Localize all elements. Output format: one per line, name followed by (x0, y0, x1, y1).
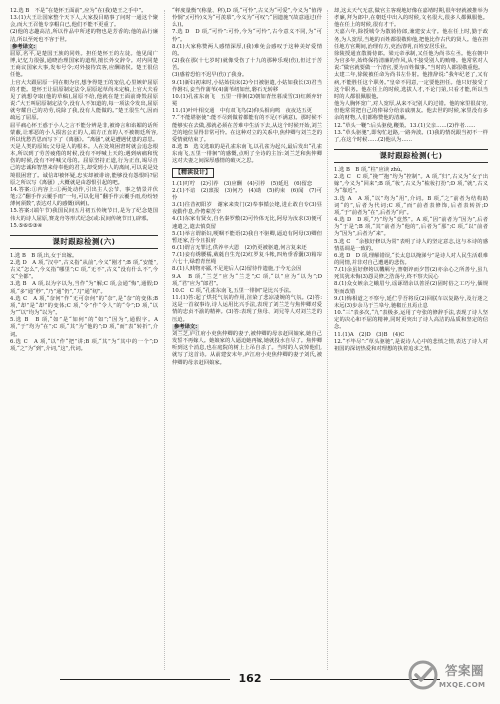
answer-item: 15.⑤⑥⑤③④ (10, 222, 43, 229)
watermark (405, 657, 497, 701)
paragraph: 7.选 D D 项,“可怜”:可怜,今为“可怜”,古今意义不同,为“可怜”。 (172, 29, 322, 43)
paragraph: 8.选 B 选文选取的是孔雀东南飞,以孔雀为起兴,最后发出“孔雀东南飞,五里一徘徊”的感慨,点明了全诗的主旨:刘兰芝和焦仲卿这对夫妻之间深厚感情的破灭之思。 (172, 143, 322, 165)
reference-translation-heading: 参考译文: (12, 43, 36, 50)
column-divider (327, 10, 328, 670)
paragraph: 8.(1)大家称赞两人感情深厚,(我)难免会感叹于这种美好爱情的。 (172, 43, 322, 57)
paragraph: (2)他的志趣高洁,所以作品中所述的物也是芳香的;他的品行廉洁,所以至死也不容于世。 (10, 29, 158, 43)
answer-item: 11.(1)答:起了烘托气氛的作用,渲染了悲凉凄婉的气氛。(2)答:这是一首叙事诗,诗人运用比兴手法,表现了刘兰芝与焦仲卿对爱情的忠贞不渝的精神。(3)答:表现了焦母、刘兄等人对刘兰芝的压迫。 (172, 295, 322, 323)
paragraph: 13.“草头驱驰”,即匆忙赶路,一路奔波。(1)我的情况跟当初不一样了,在这个时候……(2)他认为…… (334, 129, 488, 143)
translation-paragraph: 屈平痛心怀王惑于小人之言不能分辨是非,被谗言和谄媚的话所蒙蔽,让邪恶的小人损害公正的人,端方正直的人不被朝廷所容,所以忧愁苦思而写下了《离骚》。“离骚”,就是遭遇忧患的意思。天是人类的原始;父母是人的根本。人在处境困窘时就会追念根本,所以到了劳苦疲倦的时候,没有不呼喊上天的;遇到病痛和忧伤的时候,没有不呼喊父母的。屈原坚持正道,行为正直,竭尽自己的忠诚和智慧来侍奉他的君主,却受到小人的离间,可以说是处境很困窘了。诚信却被怀疑,忠实却被诽谤,能够没有怨恨吗?屈原之所以写《离骚》,大概就是由怨恨引起的吧。 (10, 122, 158, 186)
answer-item: 12.“不毕尽”:“草头驱驰”,是说诗人心中的悲愤之情,表达了诗人对祖国的深切热爱和对理想的执着追求之情。 (334, 338, 488, 352)
answer-item: 6.选 D D 项,理解错误,“长太息以掩涕兮”是诗人对人民生活艰难的同情,并非对自己遭遇的悲伤。 (334, 252, 488, 266)
answer-item: 11.(1)A (2)D (3)B (4)C (334, 331, 405, 338)
paragraph: 徐陵授通直散骑侍郎。梁元帝承制,又任他为尚书左丞。他在朝中为官多年,始终保持清廉的作风,从不接受别人的贿赂。他常常对人说:“做官就要做一个清官,要为百姓做事。”当时的人都很敬重他。 (334, 50, 488, 72)
answer-item: 9.(1)悔相道之不察兮,延伫乎吾将反(2)回朕车以复路兮,及行迷之未远(3)步余马于兰皋兮,驰椒丘且焉止息 (334, 295, 488, 309)
answer-item: 1.(1)叮咛 (2)引荐 (3)应酬 (4)引荐 (5)延迟 (6)留恋 (172, 180, 313, 187)
paragraph: 9.(1)新妇初来时,小姑始扶床(2)今日被驱遣,小姑如我长(3)君当作磐石,妾当作蒲苇(4)蒲苇纫如丝,磐石无转移 (172, 79, 322, 93)
paragraph: 7.“不能堪驱使”:能不尽到做着都能有的不足(不满意)。那时候不能够实在去做,那就必须在苦难中生活下去,从这个时候开始,刘兰芝的地位显得非常可怜。在这种对立的关系中,焦仲卿与刘兰芝的爱情就结束了。 (172, 115, 322, 143)
answer-item: 2.选 D A 项,“汉中”,古义指“从前”,今义“刚才”;B 项,“安能”,古义“怎么”,今义指“哪里”;C 项,“无不”,古义“没有什么不”,今义“全都”。 (10, 260, 158, 281)
answer-item: 10.“三”表多次,“九”表极多,运用了夸张的修辞手法,表现了诗人坚定的决心和不屈的精神,同时更突出了诗人高洁的品质和坚定的信念。 (334, 310, 488, 331)
section-title: 课时跟踪检测(七) (334, 149, 488, 163)
paragraph: (2)我在那(十七岁时)就像受伤了十九的那种乐观(伤),但过于苦苦。 (172, 58, 322, 72)
reference-translation-heading: 参考译文: (174, 323, 198, 330)
answer-item: 14.答案:①内容上:①两处动作,引出主人公节、事之情景并伏笔;②“翻手作云覆手雨”一句,可以化用“翻手作云覆手雨,纷纷轻薄何须数”,表达对人的感慨(讽刺)。 (10, 186, 158, 208)
translation-paragraph: 刘兰芝,庐江府小吏焦仲卿的妻子,被仲卿的母亲赶回娘家,她自己发誓不再嫁人。她娘家的人逼迫她再嫁,她就投水自尽了。焦仲卿听到这个消息,也在庭院的树上上吊自杀了。当时的人哀悼他们,就写了这首诗。从前建安末年,庐江府小吏焦仲卿的妻子刘氏,被仲卿的母亲赶回娘家。 (172, 330, 322, 366)
answer-item: 2.选 C C 项,“挽”“抱”均为“控制”。A 项,“归”,古义为“女子出嫁”,今义为“回来”;B 项,“妆”,古义为“梳妆打扮”;D 项,“就”,古义为“靠近”。 (334, 174, 488, 195)
left-column (10, 8, 158, 668)
page-number: 162 (238, 672, 262, 685)
answer-item: 3.选 A A 项,“以”均为“用”,介词。B 项,“之”前者为结构助词“的”,后者为代词;C 项,“而”前者表修饰,后者表转折;D 项,“于”前者为“在”,后者为“向”。 (334, 195, 490, 216)
paragraph: “秤度量衡”(称量、秤),D 项,“可怜”,古义为“可爱”,今义为“值得怜悯”;(可怜)义为“可羡慕”,今义为“可叹”;“因遗施”(故意通过(什么))。 (172, 8, 322, 29)
answer-item: 6.(1)谓言无罪过,供养卒大恩 (2)仍更被驱遣,何言复来还 (172, 245, 307, 251)
answer-item: 4.(1)东家有贤女,自名秦罗敷(2)可怜体无比,阿母为汝求(3)便可速遣之,遣去慎莫留 (172, 216, 322, 230)
answer-item: 3.(1)往昔初阳岁 谢家来贵门(2)奉事循公姥,进止敢自专(3)昼夜勤作息,伶俜萦苦辛 (172, 202, 322, 216)
section-title: 课时跟踪检测(六) (10, 235, 158, 249)
answer-item: 7.(1)余虽好修姱以鞿羁兮,謇朝谇而夕替(2)亦余心之所善兮,虽九死其犹未悔(3)怨灵修之浩荡兮,终不察夫民心 (334, 267, 488, 281)
paragraph: 太建二年,徐陵被任命为尚书左仆射。他推辞说:“我年纪老了,又有病,不能胜任这个职务。”皇帝不同意,一定要他担任。他只好接受了这个职务。他在任上的时候,选拔人才,不论门第,只看才能,所以当时的人都很佩服他。 (334, 72, 488, 100)
translation-paragraph: 屈原,名平,是楚国王族的同姓。担任楚怀王的左徒。他见闻广博,记忆力很强,通晓治理国家的道理,擅长外交辞令。对内同楚王商议国家大事,发布号令;对外接待宾客,应酬诸侯。楚王很信任他。 (10, 50, 158, 79)
paragraph: 天嘉六年,除授城令为散骑侍郎,兼建安太守。他在任上时,勤于政务,为人宽厚,当地的百姓都很敬仰他,把他比作古代的贤人。他在担任地方官期间,治理有方,吏治清明,百姓安居乐业。 (334, 29, 488, 50)
paragraph: 他为人胸怀宽广,对人宽厚,从来不记别人的过错。他的家里很贫穷,但他常常把自己的俸禄分给亲戚朋友。他去世的时候,家里没有多余的财物,人们都称赞他的清廉。 (334, 101, 488, 122)
watermark-url: MXQE.COM (439, 681, 486, 689)
answer-item: 7.(1)妾有绣腰襦,葳蕤自生光(2)红罗复斗帐,四角垂香囊(3)箱帘六七十,绿碧青丝绳 (172, 252, 322, 266)
design-heading: 【精读设计】 (172, 168, 214, 177)
paragraph: 12.“草头一鞭”:后头驱使,鞭策。13.(1)父亲……(2)作者…… (334, 122, 476, 129)
answer-item: 6.选 C A 项,“以”作“把”讲;B 项,“其”为“其中的一个”;D 项,“之”为“到”,介词,“这”,代词。 (10, 338, 160, 352)
middle-column (172, 8, 322, 668)
answer-item: 5.(1)举言谓新妇,哽咽不能语(2)我自不驱卿,逼迫有阿母(3)卿但暂还家,吾今且报府 (172, 230, 322, 244)
answer-item: 3.选 B A 项,以为字以为,当作“为”解;C 项,会通“悔”,通假;D 项,“多”通“秒”,“乃”通“仍”,“刀”通“纫”。 (10, 281, 160, 295)
column-divider (164, 10, 165, 670)
answer-item: 15.答案:(端午节)我国民间五月初五传统节日,是为了纪念楚国伟大的诗人屈原,赛龙舟等形式纪念(或:民间传统节日),辟邪。 (10, 208, 158, 222)
answer-item: 1.选 B B 项,“柱”应读 zhù。 (334, 166, 406, 173)
answer-item: 8.(1)众女嫉余之蛾眉兮,谣诼谓余以善淫(2)固时俗之工巧兮,偭规矩而改错 (334, 281, 488, 295)
paragraph: 13.(1)大王让国家整个天下人,大家投目睹事了问时一通这个聚会,而大王召他专享帽白已,他们不能不更重了。 (10, 15, 158, 29)
answer-item: 5.选 C “余独好修以为常”表明了诗人的坚定意志,这与本诗的感情基调是一致的。 (334, 238, 488, 252)
paragraph: 10.(1)孔雀东南飞 五里一徘徊(2)朝如青丝暮成雪(3)红颜弃轩冕 (172, 93, 322, 108)
translation-paragraph: 上官大夫跟屈原一同在朝为官,想争得楚王的宠信,心里嫉妒屈原的才能。楚怀王让屈原制定法令,屈原起草尚未定稿,上官大夫看见了就想夺取(他的草稿),屈原不给,他就在楚王面前谗毁屈原说:“大王叫屈原制定法令,没有人不知道的,每一项法令发出,屈原就夸耀自己的功劳,说除了我,没有人能做的。”楚王很生气,因而疏远了屈原。 (10, 79, 158, 122)
paragraph: 11.(1)叶叶相交通 中有双飞鸟(2)仰头相向鸣 夜夜达五更 (172, 108, 312, 115)
check-circle-logo-icon (407, 659, 439, 691)
answer-item: 5.选 B B 项,“如”是“如何”的“如”;“因为”,通假字。A 项,“于”均为“在”;C 项,“其”为“他的”;D 项,“而”表“转折”,介词。 (10, 317, 160, 338)
answer-item: 2.(1)不谙 (2)禀报 (3)何乃 (4)助 (5)约束 (6)闻 (7)可怜 (172, 187, 322, 201)
paragraph: 12.选 B 不是“在楚怀王面前”,应为“在(我)楚王之手中”。 (10, 8, 147, 14)
right-column (334, 8, 488, 668)
answer-item: 4.选 D D 项,“乃”均为“竟然”。A 项,“因”前者为“因为”,后者为“于是”;B 项,“其”前者为“他的”,后者为“那”;C 项,“以”前者为“因为”,后者为“来”。 (334, 217, 488, 238)
answer-item: 1.选 B B 项,出,女于出嫁。 (10, 252, 78, 259)
answer-item: 4.选 C A 项,“奈何”作“无可奈何”的“奈”,是“奈”的变体;B 项,“却”是“却”的变体;C 项,“令”作“令人”的“令”;D 项,“以为”“以”均为“以为”。 (10, 295, 160, 317)
watermark-brand: 答案圈 (445, 663, 485, 678)
answer-item: 8.(1)人贱物亦鄙,不足迎后人(2)留待作遗施,于今无会因 (172, 266, 302, 273)
footer-rule-left (60, 679, 230, 680)
answer-item: 10.C C 项,“孔雀东南飞,五里一徘徊”是比兴手法。 (172, 287, 295, 294)
paragraph: (3)感着恐怕不迟早(伤)了我身。 (172, 72, 248, 79)
answer-item: 9.A B 项,“兰芝”应为“兰芝”;C 项,“以”应为“以为”;D 项,“君”应为“郎君”。 (172, 273, 324, 287)
paragraph: 却,这太天气无意,做官主客观地好像在嘉靖时期,很年轻就被推举为孝廉,拜为郎中,在朝廷中出入的时候,文名很大,很多人都佩服他。他在任上的时候,很有才干。 (334, 8, 488, 29)
